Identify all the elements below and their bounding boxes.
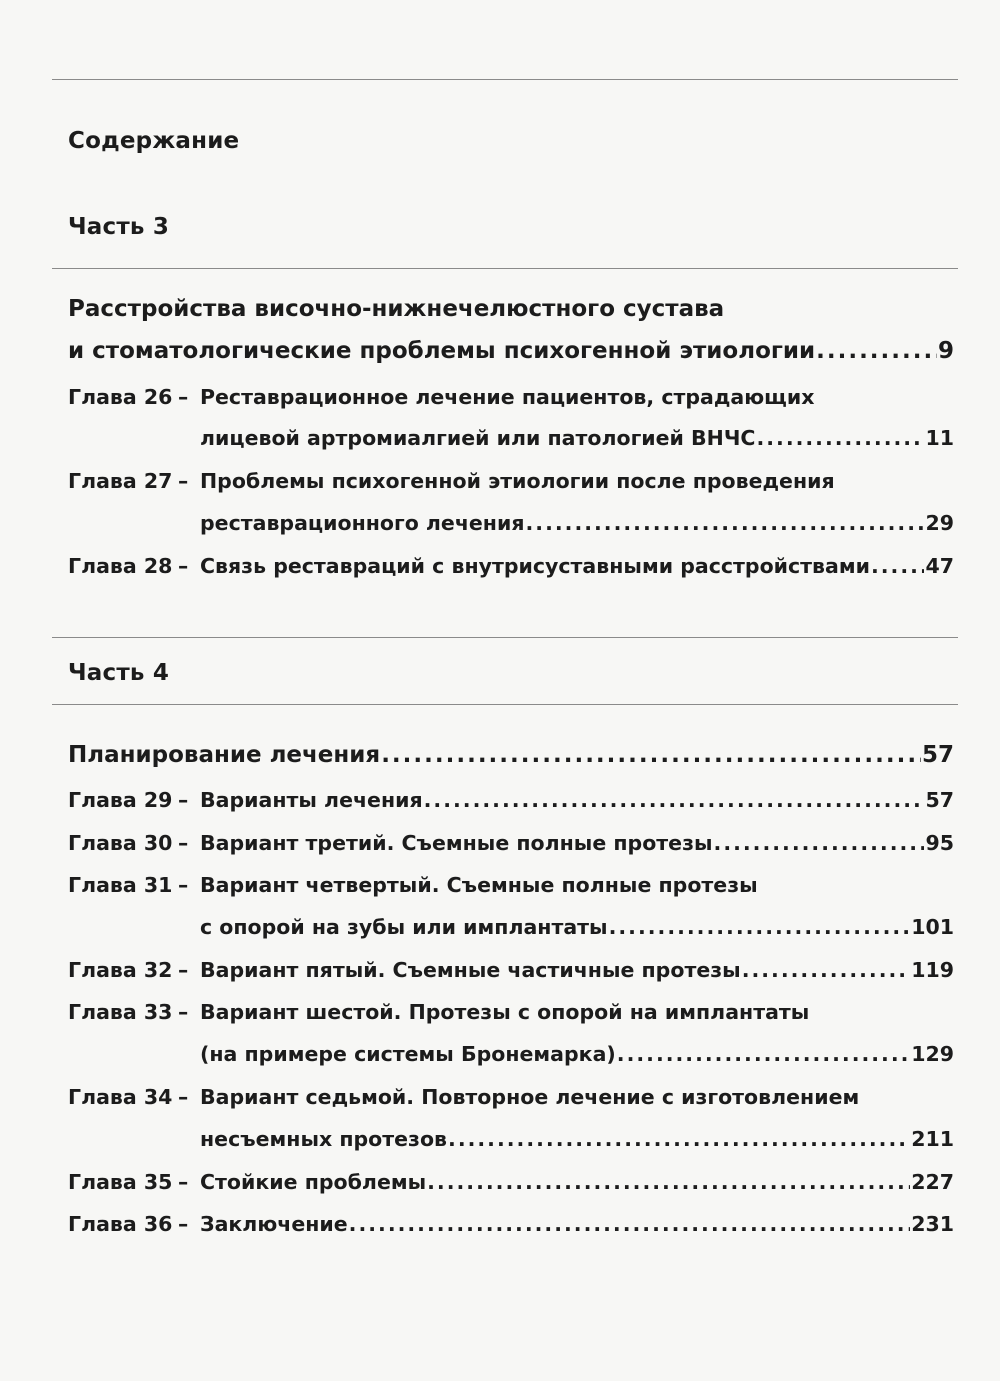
toc-entry-chapter-33-cont[interactable]: [68, 1042, 954, 1066]
page-number: 231: [911, 1212, 954, 1236]
toc-entry-chapter-27[interactable]: [68, 469, 954, 493]
dash: –: [178, 554, 189, 578]
page-number: 57: [925, 788, 954, 812]
leader-dots: [526, 511, 925, 535]
chapter-title-cont: реставрационного лечения: [200, 511, 525, 535]
chapter-title: Вариант пятый. Съемные частичные протезы: [200, 958, 741, 982]
chapter-label: Глава 33: [68, 1000, 173, 1024]
part4-section-entry[interactable]: [68, 742, 954, 768]
chapter-label: Глава 31: [68, 873, 173, 897]
toc-entry-chapter-33[interactable]: [68, 1000, 954, 1024]
toc-entry-chapter-29[interactable]: [68, 788, 954, 812]
leader-dots: [756, 426, 924, 450]
toc-entry-chapter-27-cont[interactable]: [68, 511, 954, 535]
chapter-label: Глава 32: [68, 958, 173, 982]
page-number: 95: [925, 831, 954, 855]
part4-rule-bottom: [52, 704, 958, 705]
chapter-title: Вариант седьмой. Повторное лечение с изготовлением: [200, 1085, 860, 1109]
chapter-label: Глава 28: [68, 554, 173, 578]
chapter-title-cont: несъемных протезов: [200, 1127, 448, 1151]
chapter-title-cont: (на примере системы Бронемарка): [200, 1042, 616, 1066]
toc-entry-chapter-31-cont[interactable]: [68, 915, 954, 939]
chapter-title: Реставрационное лечение пациентов, страдающих: [200, 385, 815, 409]
chapter-title: Вариант четвертый. Съемные полные протезы: [200, 873, 758, 897]
chapter-title: Проблемы психогенной этиологии после проведения: [200, 469, 835, 493]
chapter-label: Глава 27: [68, 469, 173, 493]
chapter-title: Стойкие проблемы: [200, 1170, 427, 1194]
chapter-title-cont: с опорой на зубы или имплантаты: [200, 915, 608, 939]
part4-rule-top: [52, 637, 958, 638]
dash: –: [178, 958, 189, 982]
part3-section-title: Расстройства височно-нижнечелюстного сустава: [68, 296, 725, 322]
page-number: 11: [925, 426, 954, 450]
toc-entry-chapter-26-cont[interactable]: [68, 426, 954, 450]
page-number: 9: [937, 338, 954, 364]
toc-entry-chapter-32[interactable]: [68, 958, 954, 982]
toc-title: Содержание: [68, 128, 240, 154]
page-number: 47: [925, 554, 954, 578]
dash: –: [178, 385, 189, 409]
chapter-label: Глава 29: [68, 788, 173, 812]
part3-section-line1: [68, 296, 954, 322]
chapter-title: Связь реставраций с внутрисуставными расстройствами: [200, 554, 870, 578]
page-number: 119: [911, 958, 954, 982]
part4-label: Часть 4: [68, 660, 170, 686]
toc-entry-chapter-26[interactable]: [68, 385, 954, 409]
leader-dots: [871, 554, 924, 578]
chapter-label: Глава 30: [68, 831, 173, 855]
page-number: 29: [925, 511, 954, 535]
page-number: 101: [911, 915, 954, 939]
toc-entry-chapter-36[interactable]: [68, 1212, 954, 1236]
page-number: 129: [911, 1042, 954, 1066]
leader-dots: [349, 1212, 911, 1236]
toc-entry-chapter-28[interactable]: [68, 554, 954, 578]
leader-dots: [617, 1042, 910, 1066]
toc-entry-chapter-35[interactable]: [68, 1170, 954, 1194]
top-rule: [52, 79, 958, 80]
chapter-label: Глава 34: [68, 1085, 173, 1109]
chapter-title: Заключение: [200, 1212, 348, 1236]
dash: –: [178, 788, 189, 812]
toc-entry-chapter-34[interactable]: [68, 1085, 954, 1109]
leader-dots: [609, 915, 911, 939]
dash: –: [178, 1170, 189, 1194]
leader-dots: [714, 831, 925, 855]
leader-dots: [381, 742, 921, 768]
chapter-title: Варианты лечения: [200, 788, 423, 812]
leader-dots: [448, 1127, 910, 1151]
page-number: 227: [911, 1170, 954, 1194]
toc-entry-chapter-30[interactable]: [68, 831, 954, 855]
chapter-label: Глава 26: [68, 385, 173, 409]
dash: –: [178, 1000, 189, 1024]
part3-section-title-cont: и стоматологические проблемы психогенной этиологии: [68, 338, 816, 364]
chapter-title: Вариант третий. Съемные полные протезы: [200, 831, 713, 855]
leader-dots: [427, 1170, 910, 1194]
part3-section-entry[interactable]: [68, 338, 954, 364]
toc-entry-chapter-34-cont[interactable]: [68, 1127, 954, 1151]
dash: –: [178, 469, 189, 493]
chapter-label: Глава 35: [68, 1170, 173, 1194]
leader-dots: [816, 338, 937, 364]
leader-dots: [424, 788, 925, 812]
part3-rule-bottom: [52, 268, 958, 269]
chapter-title: Вариант шестой. Протезы с опорой на имплантаты: [200, 1000, 810, 1024]
dash: –: [178, 1212, 189, 1236]
toc-entry-chapter-31[interactable]: [68, 873, 954, 897]
page-number: 57: [921, 742, 954, 768]
part3-label: Часть 3: [68, 214, 170, 240]
leader-dots: [742, 958, 911, 982]
chapter-title-cont: лицевой артромиалгией или патологией ВНЧС: [200, 426, 756, 450]
dash: –: [178, 831, 189, 855]
page-number: 211: [911, 1127, 954, 1151]
part4-section-title: Планирование лечения: [68, 742, 381, 768]
dash: –: [178, 873, 189, 897]
chapter-label: Глава 36: [68, 1212, 173, 1236]
dash: –: [178, 1085, 189, 1109]
